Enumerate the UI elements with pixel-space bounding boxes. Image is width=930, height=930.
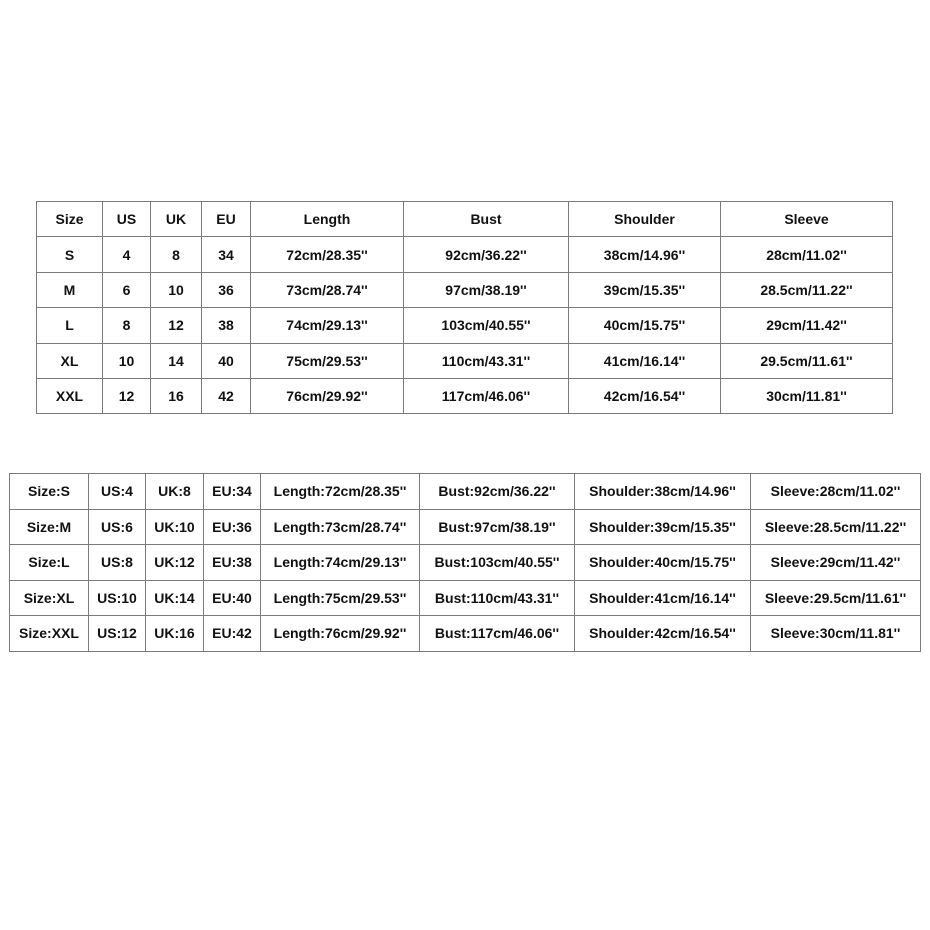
table-row (37, 237, 893, 272)
table-row (37, 378, 893, 413)
cell-sleeve: 29cm/11.42'' (721, 308, 893, 343)
cell-length: Length:76cm/29.92'' (261, 616, 420, 652)
cell-sleeve: 29.5cm/11.61'' (721, 343, 893, 378)
cell-length: Length:74cm/29.13'' (261, 545, 420, 581)
cell-length: 73cm/28.74'' (251, 272, 404, 307)
cell-length: Length:73cm/28.74'' (261, 509, 420, 545)
cell-bust: 103cm/40.55'' (404, 308, 569, 343)
cell-length: 74cm/29.13'' (251, 308, 404, 343)
cell-length: 75cm/29.53'' (251, 343, 404, 378)
table-row (37, 272, 893, 307)
header-size: Size (37, 202, 103, 237)
cell-length: 76cm/29.92'' (251, 378, 404, 413)
table-row (10, 545, 921, 581)
cell-sleeve: Sleeve:28.5cm/11.22'' (751, 509, 921, 545)
cell-bust: 117cm/46.06'' (404, 378, 569, 413)
cell-uk: UK:10 (146, 509, 204, 545)
table-row (10, 474, 921, 510)
cell-sleeve: Sleeve:29.5cm/11.61'' (751, 580, 921, 616)
cell-bust: Bust:110cm/43.31'' (420, 580, 575, 616)
cell-uk: 14 (151, 343, 202, 378)
table-row (10, 580, 921, 616)
header-uk: UK (151, 202, 202, 237)
cell-eu: EU:36 (204, 509, 261, 545)
cell-sleeve: 28cm/11.02'' (721, 237, 893, 272)
table-header-row (37, 202, 893, 237)
cell-size: M (37, 272, 103, 307)
cell-sleeve: Sleeve:30cm/11.81'' (751, 616, 921, 652)
cell-bust: Bust:103cm/40.55'' (420, 545, 575, 581)
cell-size: Size:XL (10, 580, 89, 616)
cell-sleeve: 28.5cm/11.22'' (721, 272, 893, 307)
cell-sleeve: Sleeve:28cm/11.02'' (751, 474, 921, 510)
header-length: Length (251, 202, 404, 237)
cell-shoulder: Shoulder:42cm/16.54'' (575, 616, 751, 652)
cell-shoulder: 39cm/15.35'' (569, 272, 721, 307)
cell-us: 6 (103, 272, 151, 307)
cell-length: Length:75cm/29.53'' (261, 580, 420, 616)
header-us: US (103, 202, 151, 237)
table-row (37, 308, 893, 343)
cell-size: Size:L (10, 545, 89, 581)
cell-eu: EU:34 (204, 474, 261, 510)
cell-uk: UK:16 (146, 616, 204, 652)
cell-bust: Bust:97cm/38.19'' (420, 509, 575, 545)
cell-us: US:4 (89, 474, 146, 510)
cell-shoulder: Shoulder:41cm/16.14'' (575, 580, 751, 616)
cell-eu: EU:40 (204, 580, 261, 616)
cell-shoulder: Shoulder:39cm/15.35'' (575, 509, 751, 545)
cell-us: 4 (103, 237, 151, 272)
cell-bust: Bust:92cm/36.22'' (420, 474, 575, 510)
cell-size: XL (37, 343, 103, 378)
cell-uk: 12 (151, 308, 202, 343)
cell-us: US:12 (89, 616, 146, 652)
cell-sleeve: 30cm/11.81'' (721, 378, 893, 413)
cell-bust: Bust:117cm/46.06'' (420, 616, 575, 652)
cell-us: US:8 (89, 545, 146, 581)
cell-uk: UK:8 (146, 474, 204, 510)
cell-length: 72cm/28.35'' (251, 237, 404, 272)
cell-bust: 92cm/36.22'' (404, 237, 569, 272)
header-eu: EU (202, 202, 251, 237)
cell-shoulder: 41cm/16.14'' (569, 343, 721, 378)
cell-size: Size:XXL (10, 616, 89, 652)
cell-uk: UK:14 (146, 580, 204, 616)
cell-shoulder: Shoulder:40cm/15.75'' (575, 545, 751, 581)
cell-uk: 10 (151, 272, 202, 307)
cell-us: 10 (103, 343, 151, 378)
cell-size: L (37, 308, 103, 343)
cell-eu: EU:42 (204, 616, 261, 652)
cell-size: XXL (37, 378, 103, 413)
table-row (10, 616, 921, 652)
cell-uk: UK:12 (146, 545, 204, 581)
cell-us: 12 (103, 378, 151, 413)
size-list-table (9, 473, 921, 652)
cell-length: Length:72cm/28.35'' (261, 474, 420, 510)
cell-us: 8 (103, 308, 151, 343)
cell-size: Size:M (10, 509, 89, 545)
cell-shoulder: 40cm/15.75'' (569, 308, 721, 343)
cell-eu: 42 (202, 378, 251, 413)
cell-eu: 34 (202, 237, 251, 272)
cell-shoulder: 42cm/16.54'' (569, 378, 721, 413)
header-bust: Bust (404, 202, 569, 237)
cell-shoulder: Shoulder:38cm/14.96'' (575, 474, 751, 510)
table-row (37, 343, 893, 378)
header-sleeve: Sleeve (721, 202, 893, 237)
cell-eu: EU:38 (204, 545, 261, 581)
cell-eu: 38 (202, 308, 251, 343)
cell-uk: 16 (151, 378, 202, 413)
cell-size: Size:S (10, 474, 89, 510)
table-row (10, 509, 921, 545)
cell-bust: 110cm/43.31'' (404, 343, 569, 378)
cell-eu: 36 (202, 272, 251, 307)
cell-uk: 8 (151, 237, 202, 272)
cell-sleeve: Sleeve:29cm/11.42'' (751, 545, 921, 581)
cell-us: US:10 (89, 580, 146, 616)
cell-bust: 97cm/38.19'' (404, 272, 569, 307)
cell-size: S (37, 237, 103, 272)
size-chart-table (36, 201, 893, 414)
cell-eu: 40 (202, 343, 251, 378)
cell-us: US:6 (89, 509, 146, 545)
header-shoulder: Shoulder (569, 202, 721, 237)
cell-shoulder: 38cm/14.96'' (569, 237, 721, 272)
